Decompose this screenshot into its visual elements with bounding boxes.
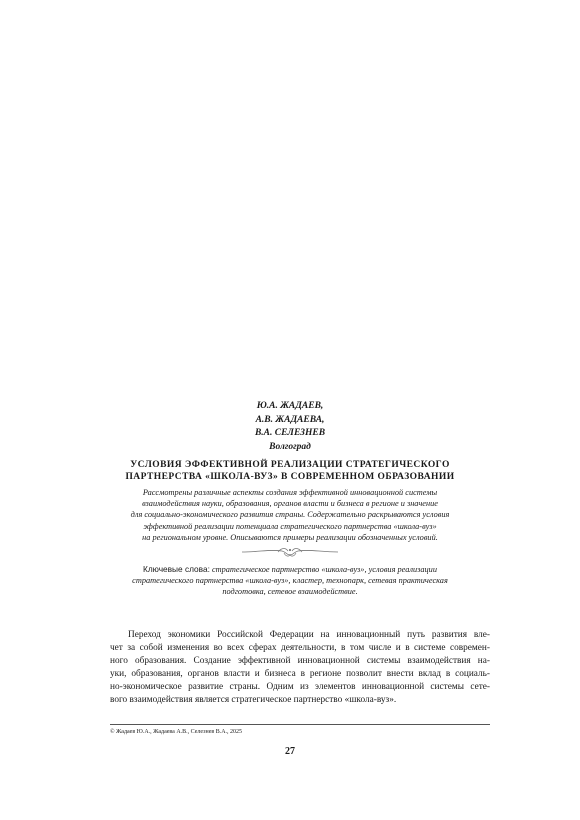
article-title xyxy=(60,459,520,483)
keywords-line xyxy=(90,564,490,575)
author-name: А.В. ЖАДАЕВА, xyxy=(255,414,325,425)
page-number: 27 xyxy=(285,746,295,757)
keywords-label: Ключевые слова: xyxy=(143,564,210,574)
author-block xyxy=(0,400,580,454)
body-line: ного образования. Создание эффективной инновационной системы взаимодействия на- xyxy=(110,656,490,666)
author-city: Волгоград xyxy=(269,441,311,452)
abstract xyxy=(88,487,492,543)
body-line: уки, образования, органов власти и бизнеса в регионе позволит внести вклад в социаль- xyxy=(110,669,490,679)
author-name: В.А. СЕЛЕЗНЕВ xyxy=(254,428,326,438)
body-line: но-экономическое развитие страны. Одним из элементов инновационной системы сете- xyxy=(110,682,490,692)
body-paragraph xyxy=(110,629,490,707)
title-line: УСЛОВИЯ ЭФФЕКТИВНОЙ РЕАЛИЗАЦИИ СТРАТЕГИЧЕСКОГО xyxy=(130,460,450,470)
abstract-line: эффективной реализации потенциала стратегического партнерства «школа-вуз» xyxy=(143,521,437,531)
footnote-divider xyxy=(110,724,490,725)
body-line: Переход экономики Российской Федерации на инновационный путь развития вле- xyxy=(128,630,490,640)
author-name: Ю.А. ЖАДАЕВ, xyxy=(256,401,324,411)
abstract-line: для социально-экономического развития страны. Содержательно раскрываются условия xyxy=(130,510,450,520)
abstract-line: на региональном уровне. Описываются примеры реализации обозначенных условий. xyxy=(142,532,438,542)
keywords-text: подготовка, сетевое взаимодействие. xyxy=(222,587,358,597)
keywords-text: стратегического партнерства «школа-вуз», кластер, технопарк, сетевая практическая xyxy=(132,576,448,586)
abstract-line: Рассмотрены различные аспекты создания эффективной инновационной системы xyxy=(142,488,438,497)
abstract-line: взаимодействия науки, образования, органов власти и бизнеса в регионе и значение xyxy=(142,499,438,509)
title-line: ПАРТНЕРСТВА «ШКОЛА-ВУЗ» В СОВРЕМЕННОМ ОБРАЗОВАНИИ xyxy=(125,472,455,482)
copyright-note: © Жадаев Ю.А., Жадаева А.В., Селезнев В.А., 2025 xyxy=(110,729,243,735)
body-line: вого взаимодействия является стратегическое партнерство «школа-вуз». xyxy=(110,695,397,705)
keywords-block xyxy=(90,564,490,598)
ornament-divider-icon xyxy=(240,546,340,558)
body-line: чет за собой изменения во всех сферах деятельности, в том числе и в системе современ- xyxy=(110,643,490,653)
keywords-text: стратегическое партнерство «школа-вуз», условия реализации xyxy=(211,565,437,574)
